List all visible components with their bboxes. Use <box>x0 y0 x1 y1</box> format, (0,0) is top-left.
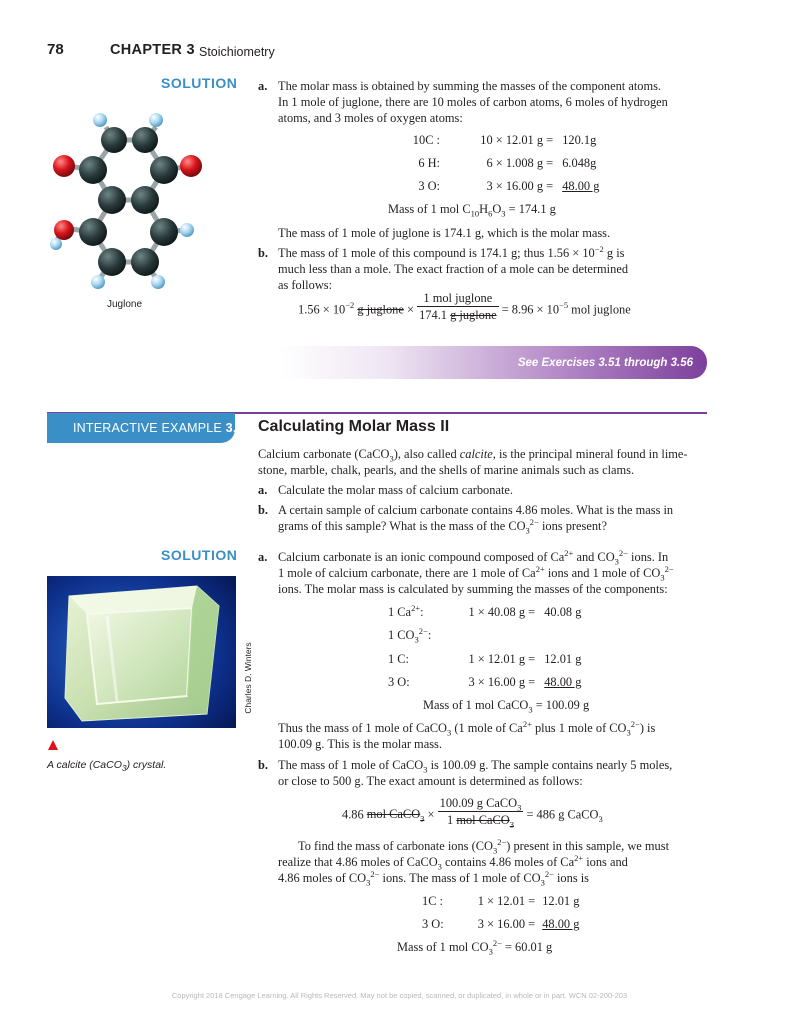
interactive-example-label: INTERACTIVE EXAMPLE 3.7 <box>73 421 244 435</box>
molar-mass-total: Mass of 1 mol $C_{10}H_6O_3 = 174.1$ g <box>388 202 556 219</box>
thus-statement: Thus the mass of 1 mole of CaCO$_3$ (1 mole of $Ca^{2+}$ plus 1 mole of $CO_3^{2-}$) is 100.09 g. This is the molar mass. <box>278 718 656 751</box>
carbonate-molar-mass-total: Mass of 1 mol $CO_3^{2-} = 60.01$ g <box>397 937 553 957</box>
photo-credit: Charles D. Winters <box>243 642 253 714</box>
oxygen-atom <box>180 155 202 177</box>
molecule-caption: Juglone <box>107 299 143 310</box>
find-carbonate-text: To find the mass of carbonate ions $(CO_3^{2-})$ present in this sample, we must <box>298 836 670 856</box>
hydrogen-atom <box>91 275 105 289</box>
carbon-atom <box>132 127 158 153</box>
hydrogen-atom <box>50 238 62 250</box>
caption-triangle-icon <box>48 740 58 750</box>
hydrogen-atom <box>93 113 107 127</box>
find-carbonate-text-2: realize that 4.86 moles of CaCO$_3$ contains 4.86 moles of $Ca^{2+}$ ions and 4.86 moles of $CO_3^{2-}$ ions. The mass of 1 mole of $CO_3^{2-}$ ions is <box>278 852 628 888</box>
calc-row-carbon-3: 1C : 1 × 12.01 = 12.01 g <box>422 894 580 908</box>
part-a-label-2: a. <box>258 550 268 564</box>
oxygen-atom <box>54 220 74 240</box>
calc-row-oxygen: 3 O: 3 × 16.00 g = 48.00 g <box>418 179 600 193</box>
question-b-label: b. <box>258 503 268 517</box>
carbon-atom <box>131 248 159 276</box>
carbon-atom <box>150 218 178 246</box>
mass-statement: The mass of 1 mole of juglone is 174.1 g, which is the molar mass. <box>278 226 611 240</box>
question-a-text: Calculate the molar mass of calcium carbonate. <box>278 483 513 497</box>
example-intro: Calcium carbonate (CaCO$_3$), also called calcite, is the principal mineral found in lime- stone, marble, chalk, pearls, and the shells of marine animals such as clams. <box>258 447 688 477</box>
copyright-footer: Copyright 2018 Cengage Learning. All Rights Reserved. May not be copied, scanned, or duplicated, in whole or in part. WCN 02-200-203 <box>171 991 628 1000</box>
part-b-label: b. <box>258 246 268 260</box>
calc-row-carbonate: 1 $CO_3^{2-}$: <box>388 625 432 645</box>
chapter-label: CHAPTER 3 <box>110 42 195 58</box>
carbon-atom <box>79 156 107 184</box>
calcite-mass-equation: 4.86 mol CaCO$_3$ × $\frac{100.09 g CaCO_3}{1 mol CaCO_3}$ = 486 g CaCO$_3$ <box>342 796 603 830</box>
juglone-fraction-equation: $1.56 \times 10^{-2}$ g juglone × $\frac{\text{1 mol juglone}}{\text{174.1 g juglone}}$ = $8.96 \times 10^{-5}$ mol juglone <box>298 291 631 322</box>
carbon-atom <box>98 248 126 276</box>
molar-mass-total-2: Mass of 1 mol CaCO$_3$ = 100.09 g <box>423 698 590 715</box>
juglone-molecule-image <box>48 108 258 298</box>
carbon-atom <box>98 186 126 214</box>
carbon-atom <box>101 127 127 153</box>
hydrogen-atom <box>151 275 165 289</box>
question-a-label: a. <box>258 483 268 497</box>
part-a-text: The molar mass is obtained by summing the masses of the component atoms. In 1 mole of juglone, there are 10 moles of carbon atoms, 6 moles of hydrogen atoms, and 3 moles of oxygen atoms: <box>278 79 668 125</box>
calc-row-oxygen-2: 3 O: 3 × 16.00 g = 48.00 g <box>388 675 582 689</box>
calcite-caption: A calcite (CaCO$_3$) crystal. <box>47 759 167 774</box>
calc-row-carbon-2: 1 C: 1 × 12.01 g = 12.01 g <box>388 652 582 666</box>
carbon-atom <box>150 156 178 184</box>
part-b-label-2: b. <box>258 758 268 772</box>
carbon-atom <box>131 186 159 214</box>
part-b-text: The mass of 1 mole of this compound is 174.1 g; thus $1.56 \times 10^{-2}$ g is much less than a mole. The exact fraction of a mole can be determined as follows: <box>278 243 629 292</box>
hydrogen-atom <box>180 223 194 237</box>
exercises-banner <box>279 346 707 379</box>
part-a-label: a. <box>258 79 268 93</box>
exercises-banner-text: See Exercises 3.51 through 3.56 <box>517 357 693 369</box>
solution-heading: SOLUTION <box>161 75 238 91</box>
part-a-text-2: Calcium carbonate is an ionic compound composed of $Ca^{2+}$ and $CO_3^{2-}$ ions. In 1 mole of calcium carbonate, there are 1 mole of $Ca^{2+}$ ions and 1 mole of $CO_3^{2-}$ ions. The molar mass is calculated by summing the masses of the components: <box>278 547 674 596</box>
oxygen-atom <box>53 155 75 177</box>
calc-row-hydrogen: 6 H: 6 × 1.008 g = 6.048g <box>418 156 597 170</box>
hydrogen-atom <box>149 113 163 127</box>
calc-row-calcium: 1 $Ca^{2+}$: 1 × 40.08 g = 40.08 g <box>388 602 582 619</box>
calcite-crystal-photo <box>47 576 236 728</box>
solution-heading-2: SOLUTION <box>161 547 238 563</box>
part-b-text-2: The mass of 1 mole of CaCO$_3$ is 100.09 g. The sample contains nearly 5 moles, or close to 500 g. The exact amount is determined as follows: <box>278 758 673 788</box>
example-title: Calculating Molar Mass II <box>258 418 450 435</box>
page-number: 78 <box>47 41 64 58</box>
carbon-atom <box>79 218 107 246</box>
calc-row-oxygen-3: 3 O: 3 × 16.00 = 48.00 g <box>422 917 580 931</box>
calc-row-carbon: 10C : 10 × 12.01 g = 120.1g <box>412 133 597 147</box>
chapter-subject: Stoichiometry <box>199 45 275 59</box>
question-b-text: A certain sample of calcium carbonate contains 4.86 moles. What is the mass in grams of this sample? What is the mass of the $CO_3^{2-}$ ions present? <box>278 503 674 536</box>
